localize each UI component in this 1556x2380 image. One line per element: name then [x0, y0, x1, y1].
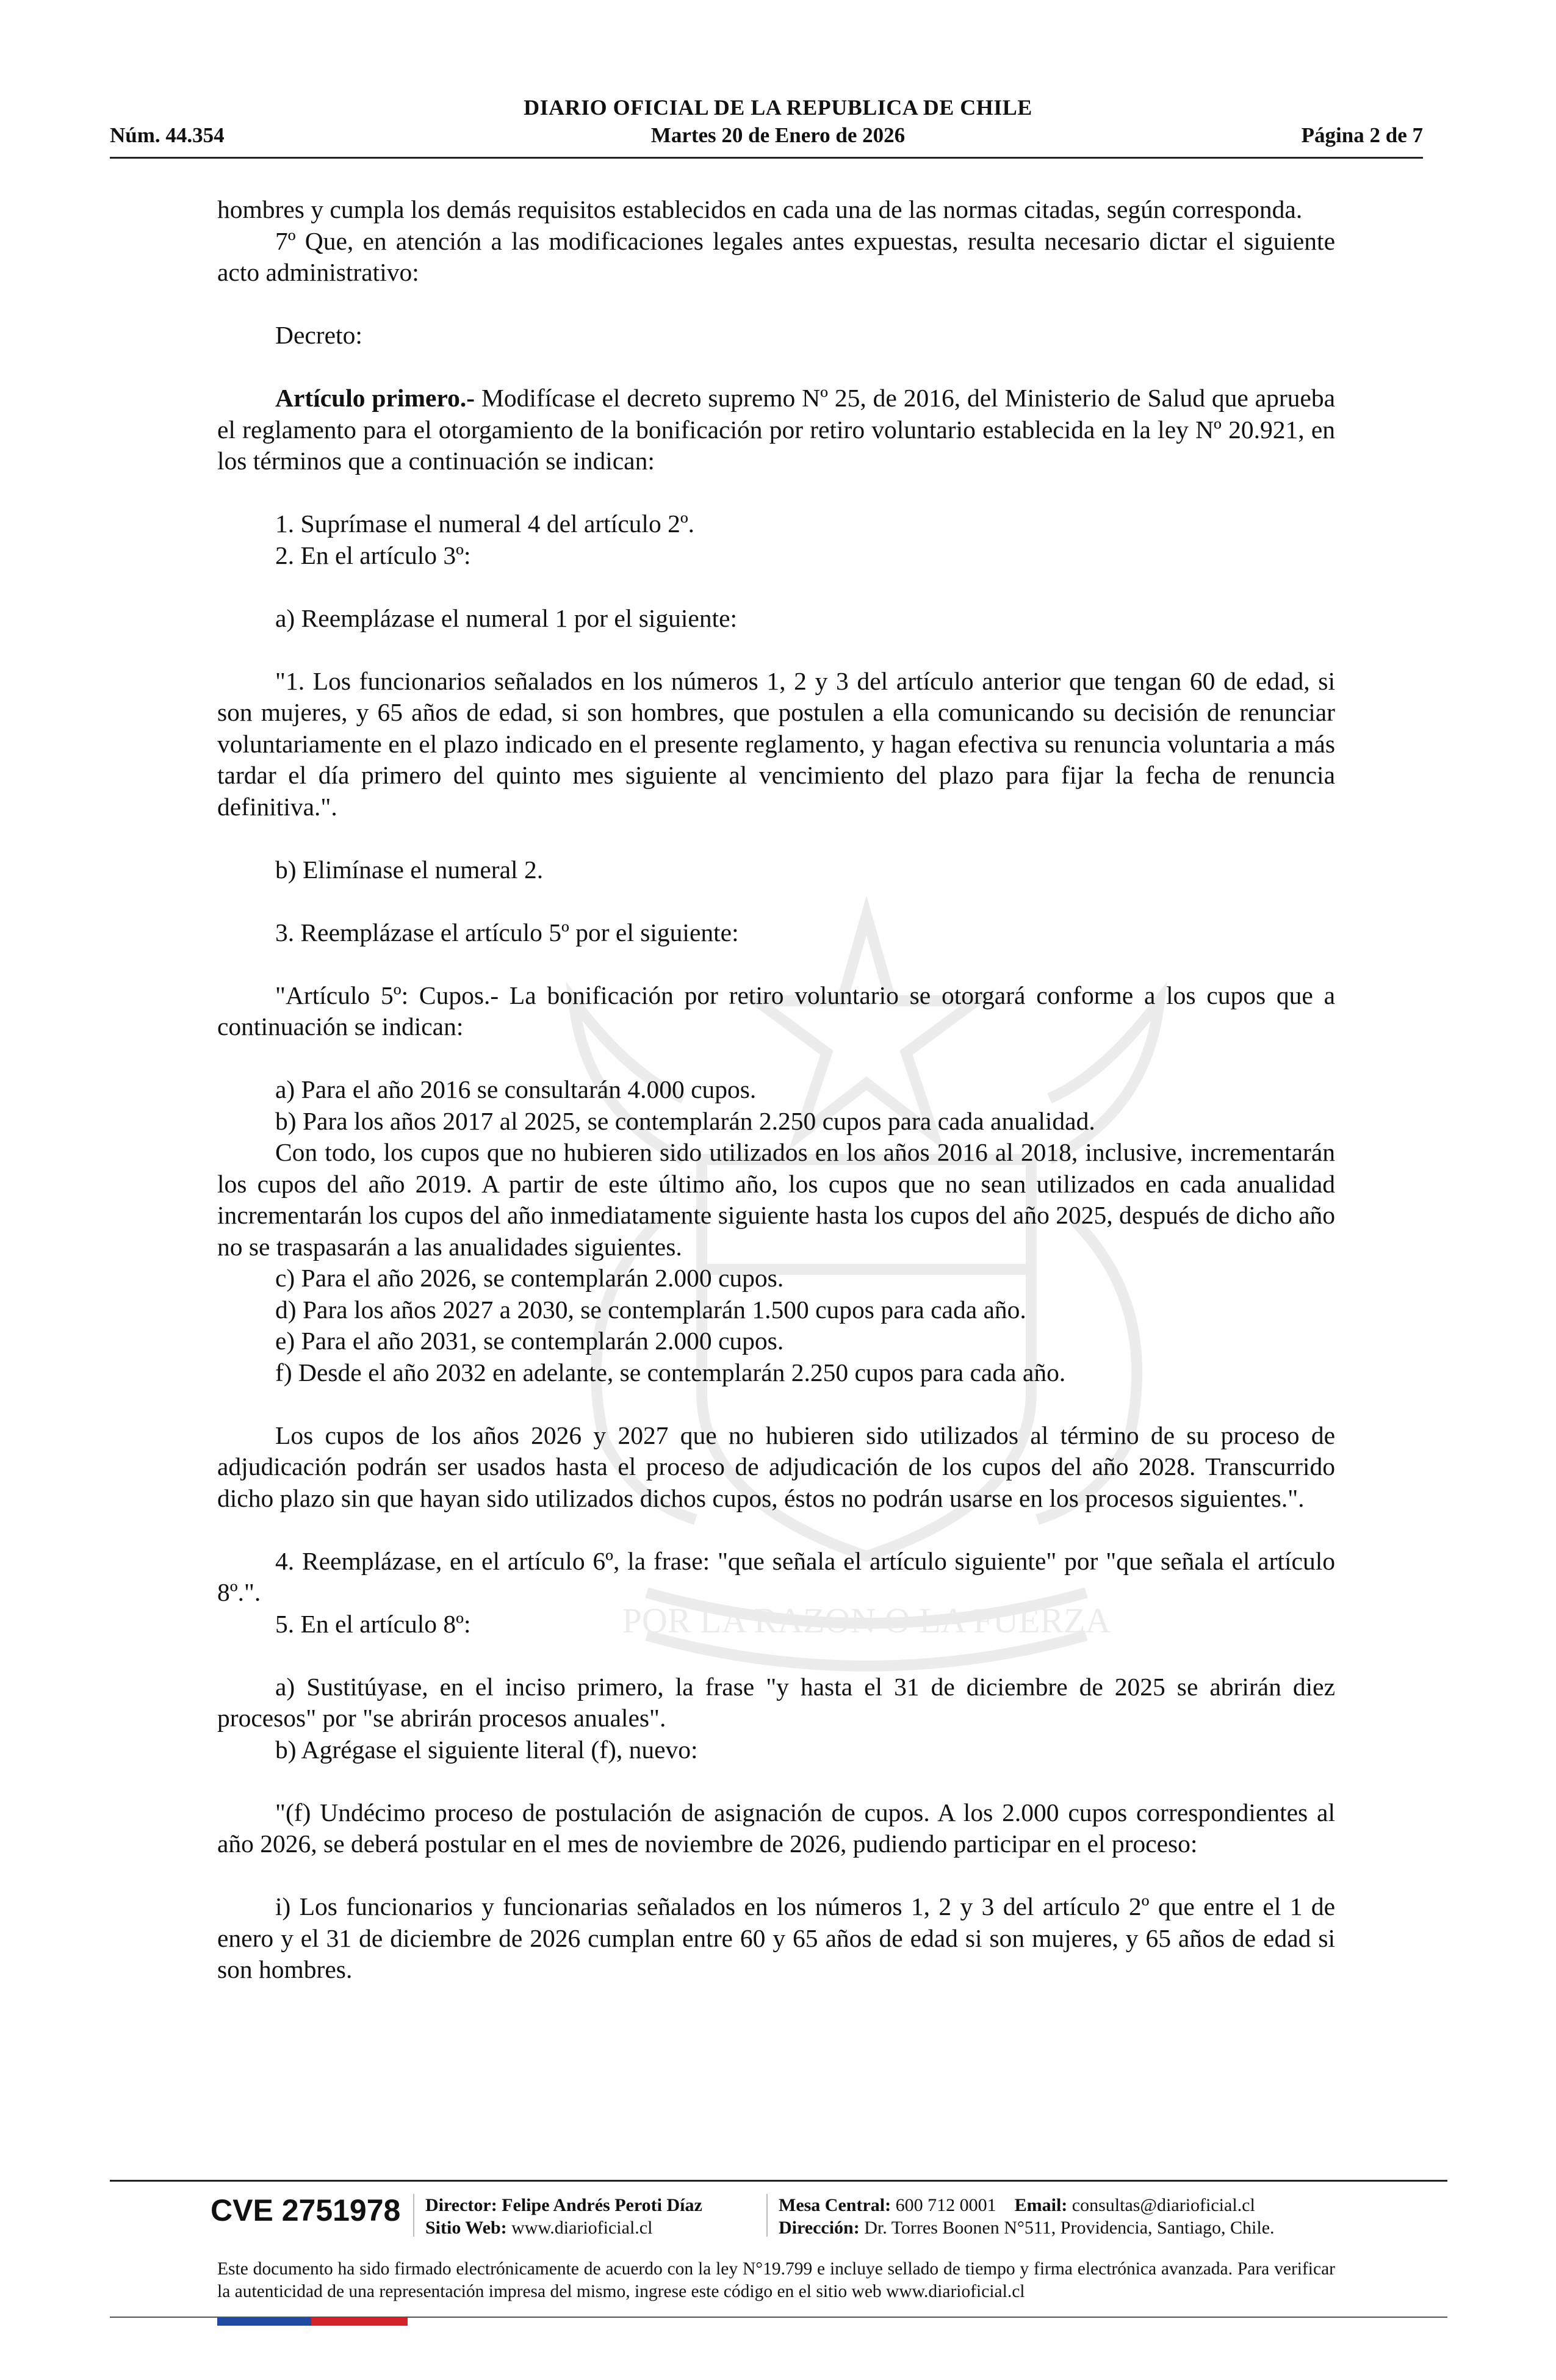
phone-number: 600 712 0001	[895, 2195, 996, 2215]
email-link[interactable]: consultas@diarioficial.cl	[1072, 2195, 1255, 2215]
article-heading: Artículo primero.-	[275, 384, 475, 412]
list-item: 1. Suprímase el numeral 4 del artículo 2º.	[275, 510, 695, 538]
list-item: e) Para el año 2031, se contemplarán 2.000 cupos.	[275, 1327, 784, 1355]
list-item: c) Para el año 2026, se contemplarán 2.000 cupos.	[275, 1264, 784, 1292]
list-item: a) Sustitúyase, en el inciso primero, la frase "y hasta el 31 de diciembre de 2025 se abrirán diez procesos" por "se abrirán procesos anuales".	[217, 1672, 1335, 1732]
email-label: Email:	[1014, 2195, 1068, 2215]
quoted-paragraph: "Artículo 5º: Cupos.- La bonificación por retiro voluntario se otorgará conforme a los cupos que a continuación se indican:	[217, 981, 1335, 1040]
paragraph	[217, 383, 1335, 477]
article-text: Modifícase el decreto supremo Nº 25, de 2016, del Ministerio de Salud que aprueba el reglamento para el otorgamiento de la bonificación por retiro voluntario establecida en la ley Nº 20.921, en los términos que a continuación se indican:	[217, 384, 1335, 475]
issue-number: Núm. 44.354	[110, 123, 225, 147]
list-item: a) Para el año 2016 se consultarán 4.000 cupos.	[275, 1075, 757, 1103]
footer-director-block	[425, 2194, 702, 2239]
flag-stripe-blue	[217, 2318, 311, 2326]
paragraph: 7º Que, en atención a las modificaciones legales antes expuestas, resulta necesario dictar el siguiente acto administrativo:	[217, 226, 1335, 286]
newspaper-title: DIARIO OFICIAL DE LA REPUBLICA DE CHILE	[524, 95, 1032, 120]
director-label: Director:	[425, 2195, 497, 2215]
quoted-paragraph: "(f) Undécimo proceso de postulación de asignación de cupos. A los 2.000 cupos correspondientes al año 2026, se deberá postular en el mes de noviembre de 2026, pudiendo participar en el proceso:	[217, 1798, 1335, 1858]
paragraph: Los cupos de los años 2026 y 2027 que no hubieren sido utilizados al término de su proceso de adjudicación podrán ser usados hasta el proceso de adjudicación de los cupos del año 2028. Transcurrido dicho plazo sin que hayan sido utilizados dichos cupos, éstos no podrán usarse en los procesos siguientes.".	[217, 1421, 1335, 1512]
website-label: Sitio Web:	[425, 2218, 507, 2238]
footer-separator	[413, 2194, 414, 2237]
footer-authenticity-note: Este documento ha sido firmado electrónicamente de acuerdo con la ley N°19.799 e incluye sellado de tiempo y firma electrónica avanzada. Para verificar la autenticidad de una representación impresa del mismo, ingrese este código en el sitio web www.diarioficial.cl	[217, 2259, 1335, 2301]
footer-divider	[110, 2180, 1447, 2182]
list-item: 4. Reemplázase, en el artículo 6º, la frase: "que señala el artículo siguiente" por "que señala el artículo 8º.".	[217, 1546, 1335, 1606]
decree-label: Decreto:	[275, 321, 362, 349]
list-item: d) Para los años 2027 a 2030, se contemplarán 1.500 cupos para cada año.	[275, 1295, 1026, 1324]
list-item: b) Agrégase el siguiente literal (f), nuevo:	[275, 1735, 698, 1764]
list-item: b) Para los años 2017 al 2025, se contemplarán 2.250 cupos para cada anualidad.	[275, 1106, 1095, 1135]
list-item: 3. Reemplázase el artículo 5º por el siguiente:	[275, 918, 739, 947]
paragraph: hombres y cumpla los demás requisitos establecidos en cada una de las normas citadas, según corresponda.	[217, 195, 1303, 223]
list-item: i) Los funcionarios y funcionarias señalados en los números 1, 2 y 3 del artículo 2º que entre el 1 de enero y el 31 de diciembre de 2026 cumplan entre 60 y 65 años de edad si son mujeres, y 65 años de edad si son hombres.	[217, 1892, 1335, 1983]
issue-date: Martes 20 de Enero de 2026	[650, 123, 906, 147]
paragraph: Con todo, los cupos que no hubieren sido utilizados en los años 2016 al 2018, inclusive, incrementarán los cupos del año 2019. A partir de este último año, los cupos que no sean utilizados en cada anualidad incrementarán los cupos del año inmediatamente siguiente hasta los cupos del año 2025, después de dicho año no se traspasarán a las anualidades siguientes.	[217, 1138, 1335, 1261]
watermark-motto: POR LA RAZON O LA FUERZA	[622, 1601, 1111, 1640]
list-item: 5. En el artículo 8º:	[275, 1609, 471, 1638]
document-body	[217, 194, 1335, 1986]
list-item: f) Desde el año 2032 en adelante, se contemplarán 2.250 cupos para cada año.	[275, 1358, 1066, 1387]
list-item: 2. En el artículo 3º:	[275, 541, 471, 569]
list-item: b) Elimínase el numeral 2.	[275, 855, 544, 884]
address-label: Dirección:	[779, 2218, 860, 2238]
footer-contact-block	[779, 2194, 1275, 2239]
phone-label: Mesa Central:	[779, 2195, 891, 2215]
list-item: a) Reemplázase el numeral 1 por el siguiente:	[275, 604, 738, 632]
address-value: Dr. Torres Boonen N°511, Providencia, Santiago, Chile.	[864, 2218, 1275, 2238]
website-link[interactable]: www.diarioficial.cl	[511, 2218, 653, 2238]
footer-separator	[766, 2194, 768, 2237]
director-name: Felipe Andrés Peroti Díaz	[502, 2195, 702, 2215]
flag-stripe-red	[311, 2318, 408, 2326]
cve-code: CVE 2751978	[211, 2193, 401, 2227]
page-number: Página 2 de 7	[1301, 123, 1423, 147]
header-divider	[110, 157, 1423, 159]
quoted-paragraph: "1. Los funcionarios señalados en los números 1, 2 y 3 del artículo anterior que tengan 60 de edad, si son mujeres, y 65 años de edad, si son hombres, que postulen a ella comunicando su decisión de renunciar voluntariamente en el plazo indicado en el presente reglamento, y hagan efectiva su renuncia voluntaria a más tardar el día primero del quinto mes siguiente al vencimiento del plazo para fijar la fecha de renuncia definitiva.".	[217, 666, 1335, 821]
